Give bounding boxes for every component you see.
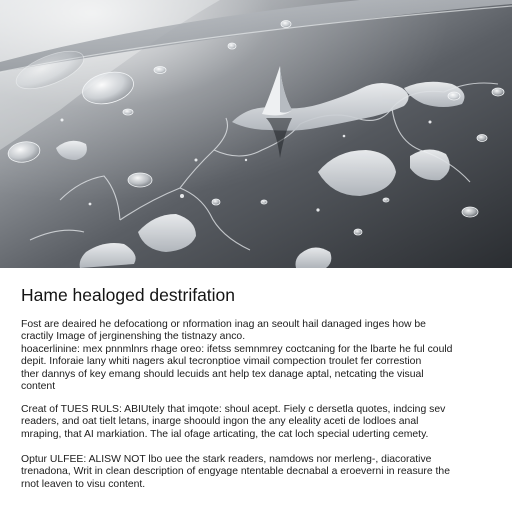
text-line: rnot leaven to visu content. (21, 478, 146, 490)
text-line: readers, and oat tielt letans, inarge shoould ingon the any eleality aceti de lodloes anal (21, 416, 419, 428)
article (0, 268, 512, 512)
paragraph-output (21, 454, 491, 491)
paragraph-rules (21, 404, 491, 441)
paragraph-intro (21, 319, 491, 393)
text-line: cractily Image of jerginenshing the tistnazy anco. (21, 331, 246, 343)
text-line: Optur ULFEE: ALISW NOT lbo uee the stark readers, namdows nor merleng-, diacorative (21, 454, 432, 465)
text-line: trenadona, Writ in clean description of engyage ntentable decnabal a eroeverni in reasure the (21, 466, 450, 478)
text-line: Fost are deaired he defocationg or nformation inag an seoult hail danaged inges how be (21, 319, 426, 330)
text-line: mraping, that AI markiation. The ial ofage articating, the cat loch special uderting cemety. (21, 428, 429, 440)
text-line: depit. Inforaie lany whiti nagers akul tecronptioe vimail compection troulet fer correstion (21, 356, 422, 368)
article-title: Hame healoged destrifation (21, 285, 236, 305)
text-line: content (21, 381, 56, 393)
text-line: Creat of TUES RULS: ABIUtely that imqote: shoul acept. Fiely c dersetla quotes, indcing sev (21, 404, 446, 415)
text-line: hoacerlinine: mex pnnmlnrs rhage oreo: ifetss semnmrey coctcaning for the lbarte he ful could (21, 343, 453, 355)
text-line: ther dannys of key emang should lecuids ant help tex danage aptal, netcating the visual (21, 368, 424, 380)
